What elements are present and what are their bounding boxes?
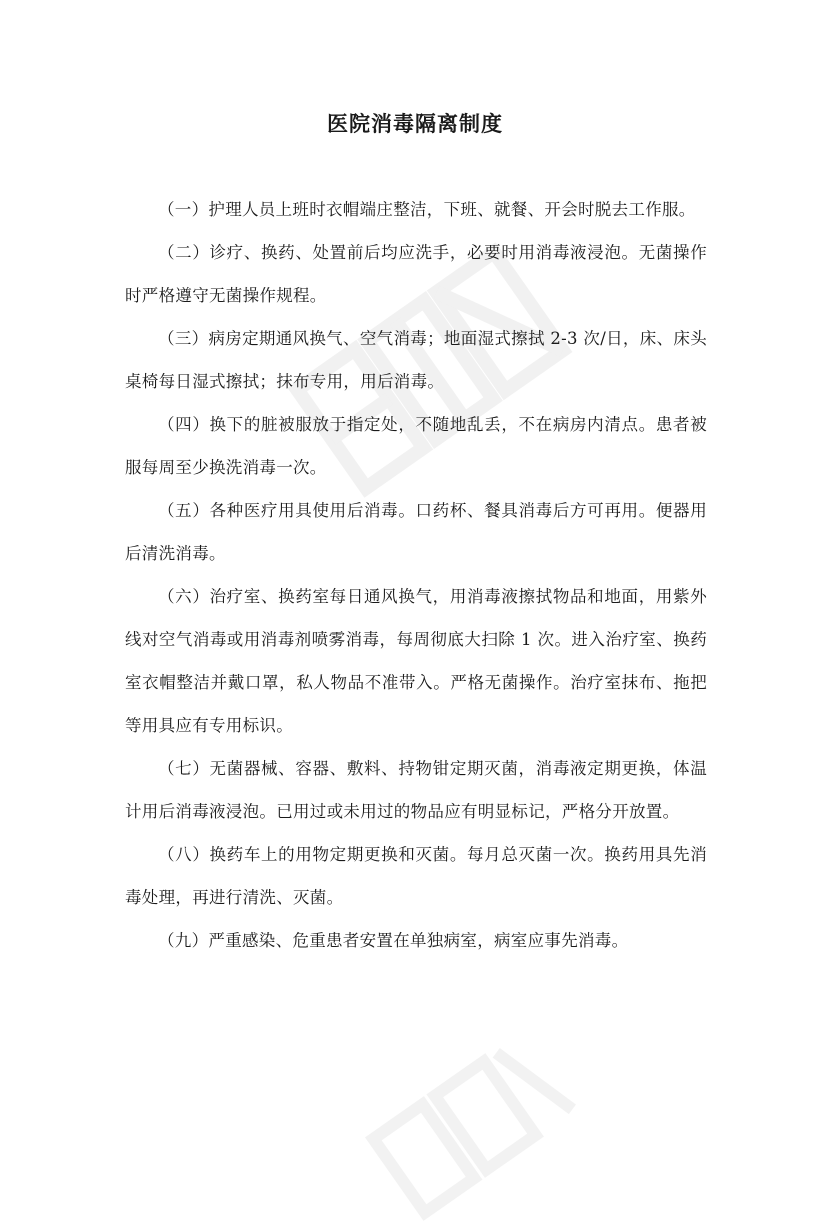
paragraph-5: （五）各种医疗用具使用后消毒。口药杯、餐具消毒后方可再用。便器用后清洗消毒。 <box>125 501 707 563</box>
paragraph-3: （三）病房定期通风换气、空气消毒；地面湿式擦拭 2-3 次/日，床、床头桌椅每日湿式擦拭；抹布专用，用后消毒。 <box>125 329 707 391</box>
paragraph-1: （一）护理人员上班时衣帽端庄整洁，下班、就餐、开会时脱去工作服。 <box>158 200 696 219</box>
document-body <box>125 188 707 962</box>
page-title: 医院消毒隔离制度 <box>327 111 503 136</box>
paragraph-4: （四）换下的脏被服放于指定处，不随地乱丢，不在病房内清点。患者被服每周至少换洗消毒一次。 <box>125 415 707 477</box>
paragraph-7: （七）无菌器械、容器、敷料、持物钳定期灭菌，消毒液定期更换，体温计用后消毒液浸泡。已用过或未用过的物品应有明显标记，严格分开放置。 <box>125 759 707 821</box>
paragraph-6: （六）治疗室、换药室每日通风换气，用消毒液擦拭物品和地面，用紫外线对空气消毒或用消毒剂喷雾消毒，每周彻底大扫除 1 次。进入治疗室、换药室衣帽整洁并戴口罩，私人物品不准带入。严格无菌操作。治疗室抹布、拖把等用具应有专用标识。 <box>125 587 707 735</box>
paragraph-8: （八）换药车上的用物定期更换和灭菌。每月总灭菌一次。换药用具先消毒处理，再进行清洗、灭菌。 <box>125 845 707 907</box>
watermark-fragment-icon <box>354 1013 587 1226</box>
paragraph-2: （二）诊疗、换药、处置前后均应洗手，必要时用消毒液浸泡。无菌操作时严格遵守无菌操作规程。 <box>125 243 707 305</box>
paragraph-9: （九）严重感染、危重患者安置在单独病室，病室应事先消毒。 <box>158 931 629 950</box>
